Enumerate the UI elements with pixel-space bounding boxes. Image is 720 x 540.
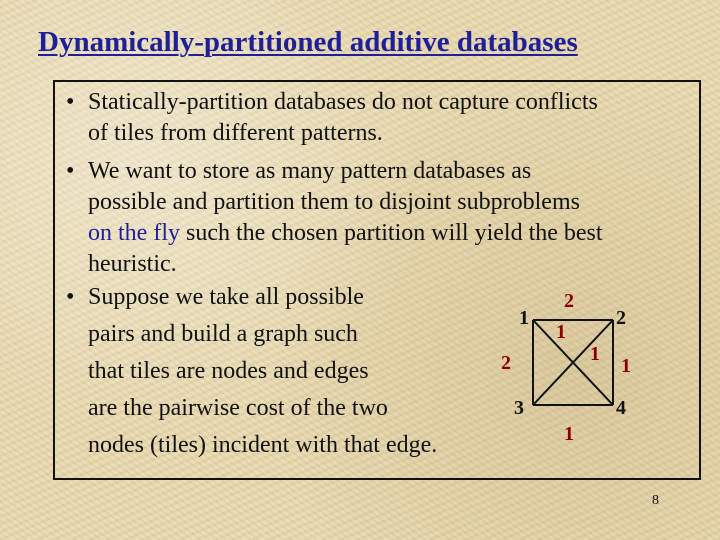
bullet-1-line-1: Statically-partition databases do not capture conflicts <box>88 89 598 115</box>
node-label-4: 4 <box>616 397 626 419</box>
edge-weight-2-4: 1 <box>621 355 631 377</box>
bullet-1-line-2: of tiles from different patterns. <box>88 120 383 146</box>
node-label-3: 3 <box>514 397 524 419</box>
bullet-3-line-2: pairs and build a graph such <box>88 321 358 347</box>
bullet-3-line-3: that tiles are nodes and edges <box>88 358 369 384</box>
bullet-dot: • <box>66 158 75 184</box>
bullet-dot: • <box>66 89 75 115</box>
edge-weight-3-4: 1 <box>564 423 574 445</box>
graph-edges <box>533 320 613 405</box>
bullet-3-line-1: Suppose we take all possible <box>88 284 364 310</box>
node-label-2: 2 <box>616 307 626 329</box>
on-the-fly-highlight: on the fly <box>88 220 180 246</box>
bullet-2-line-1: We want to store as many pattern databases as <box>88 158 532 184</box>
bullet-2-line-3-rest: such the chosen partition will yield the best <box>179 220 603 246</box>
slide-title: Dynamically-partitioned additive databases <box>38 26 578 58</box>
bullet-3-line-4: are the pairwise cost of the two <box>88 395 388 421</box>
edge-weight-2-3: 1 <box>556 321 566 343</box>
edge-weight-1-2: 2 <box>564 290 574 312</box>
edge-weight-1-4: 1 <box>590 343 600 365</box>
edge-weight-1-3: 2 <box>501 352 511 374</box>
bullet-dot: • <box>66 284 75 310</box>
node-label-1: 1 <box>519 307 529 329</box>
page-number: 8 <box>652 493 659 508</box>
bullet-3-line-5: nodes (tiles) incident with that edge. <box>88 432 438 458</box>
bullet-2-line-2: possible and partition them to disjoint subproblems <box>88 189 580 215</box>
bullet-2-line-4: heuristic. <box>88 251 177 277</box>
